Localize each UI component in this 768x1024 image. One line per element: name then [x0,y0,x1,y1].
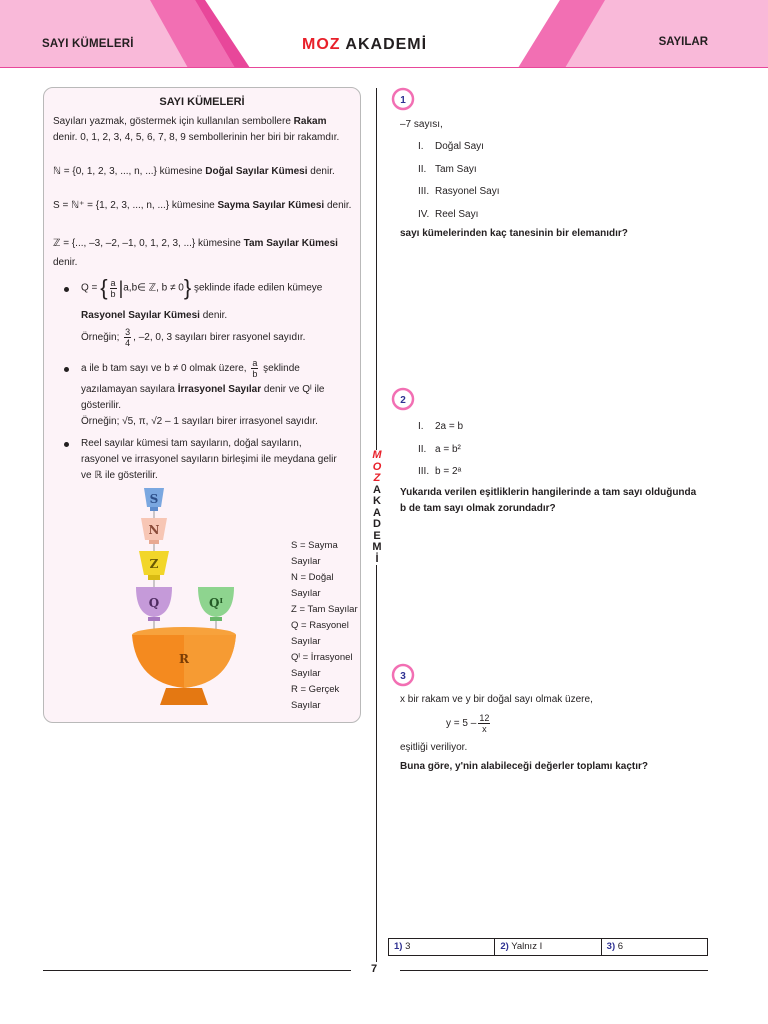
page-number: 7 [371,963,378,975]
svg-text:R: R [179,652,189,666]
legend-item: N = Doğal Sayılar [291,572,334,599]
q1-item: III. Rasyonel Sayı [418,186,500,197]
brand-akademi: AKADEMİ [345,36,428,53]
info-box-title: SAYI KÜMELERİ [159,96,245,108]
legend-item: Z = Tam Sayılar [291,604,358,615]
svg-text:S: S [149,492,159,506]
q1-intro: –7 sayısı, [400,119,443,130]
question-number-badge [389,87,417,111]
header-left-title: SAYI KÜMELERİ [42,38,134,50]
svg-text:N: N [148,523,160,537]
q3-equation: y = 5 – $\frac{12}{x}$ [446,712,490,734]
q2-item: II. a = b² [418,444,461,455]
q1-item: IV. Reel Sayı [418,209,479,220]
bullet-icon [64,287,69,292]
q1-question: sayı kümelerinden kaç tanesinin bir elemanıdır? [400,228,628,239]
footer-line-right [400,970,708,971]
rasyonel-term: Rasyonel Sayılar Kümesi denir. [81,310,228,321]
info-box [43,87,361,723]
irrasyonel-example: Örneğin; √5, π, √2 – 1 sayıları birer irrasyonel sayıdır. [81,416,318,427]
paragraph-sayma: S = ℕ⁺ = {1, 2, 3, ..., n, ...} kümesine Sayma Sayılar Kümesi denir. [53,200,352,211]
sets-legend [291,538,360,714]
q1-item: II. Tam Sayı [418,164,477,175]
q3-question: Buna göre, y'nin alabileceği değerler toplamı kaçtır? [400,761,649,772]
svg-text:2: 2 [400,395,406,406]
paragraph-rakam: Sayıları yazmak, göstermek için kullanılan sembollere Rakam denir. 0, 1, 2, 3, 4, 5, 6, 7, 8, 9 sembollerinin her biri bir rakamdır. [53,116,340,143]
svg-text:1: 1 [400,95,406,106]
q1-item: I. Doğal Sayı [418,141,484,152]
q2-item: I. 2a = b [418,421,464,432]
paragraph-dogal: ℕ = {0, 1, 2, 3, ..., n, ...} kümesine Doğal Sayılar Kümesi denir. [53,166,335,177]
legend-item: Qᴵ = İrrasyonel Sayılar [291,652,353,679]
svg-text:3: 3 [400,671,406,682]
legend-item: Q = Rasyonel Sayılar [291,620,349,647]
bullet-icon [64,442,69,447]
irrasyonel-line1: a ile b tam sayı ve b ≠ 0 olmak üzere, $\frac{a}{b}$ şeklinde [81,357,300,379]
answer-cell: 3) 6 [606,941,624,952]
header-decoration [0,0,768,68]
rasyonel-example: Örneğin; $\frac{3}{4}$ , –2, 0, 3 sayıları birer rasyonel sayıdır. [81,326,306,348]
answer-cell: 1) 3 [389,939,495,955]
q2-item: III. b = 2ᵃ [418,466,462,477]
footer-line-left [43,970,351,971]
answer-key [388,938,708,956]
legend-item: S = Sayma Sayılar [291,540,338,567]
page-header [0,0,768,68]
svg-text:Z: Z [149,557,159,571]
cup-qi [198,587,234,621]
paragraph-tam: ℤ = {..., –3, –2, –1, 0, 1, 2, 3, ...} kümesine Tam Sayılar Kümesi denir. [53,238,338,268]
svg-text:Qᴵ: Qᴵ [209,596,223,610]
bullet-icon [64,367,69,372]
rasyonel-definition: Q = { $\frac{a}{b}$ |a,b∈ ℤ, b ≠ 0} şeklinde ifade edilen kümeye [81,275,323,300]
brand-logo [302,36,427,54]
answer-cell: 2) Yalnız I [495,939,601,955]
reel-definition: Reel sayılar kümesi tam sayıların, doğal sayıların, rasyonel ve irrasyonel sayıların birleşimi ile meydana gelir ve ℝ ile gösterilir. [81,438,337,481]
vertical-brand: M O Z A K A D E M İ [370,450,384,565]
bowl-r [132,627,236,705]
q2-question: Yukarıda verilen eşitliklerin hangilerinde a tam sayı olduğunda b de tam sayı olmak zorundadır? [400,487,697,514]
cup-q [136,587,172,621]
number-sets-cups-illustration [84,483,284,718]
question-number-badge [389,663,417,687]
svg-text:Q: Q [148,596,160,610]
question-number-badge [389,387,417,411]
cup-z [139,551,169,580]
header-right-title: SAYILAR [658,36,708,48]
brand-moz: MOZ [302,36,341,53]
q3-after: eşitliği veriliyor. [400,742,468,753]
irrasyonel-line2: yazılamayan sayılara İrrasyonel Sayılar denir ve Qᴵ ile gösterilir. [81,384,325,411]
cup-n [141,518,167,544]
legend-item: R = Gerçek Sayılar [291,684,340,711]
cup-s [144,488,164,511]
q3-intro: x bir rakam ve y bir doğal sayı olmak üzere, [400,694,593,705]
